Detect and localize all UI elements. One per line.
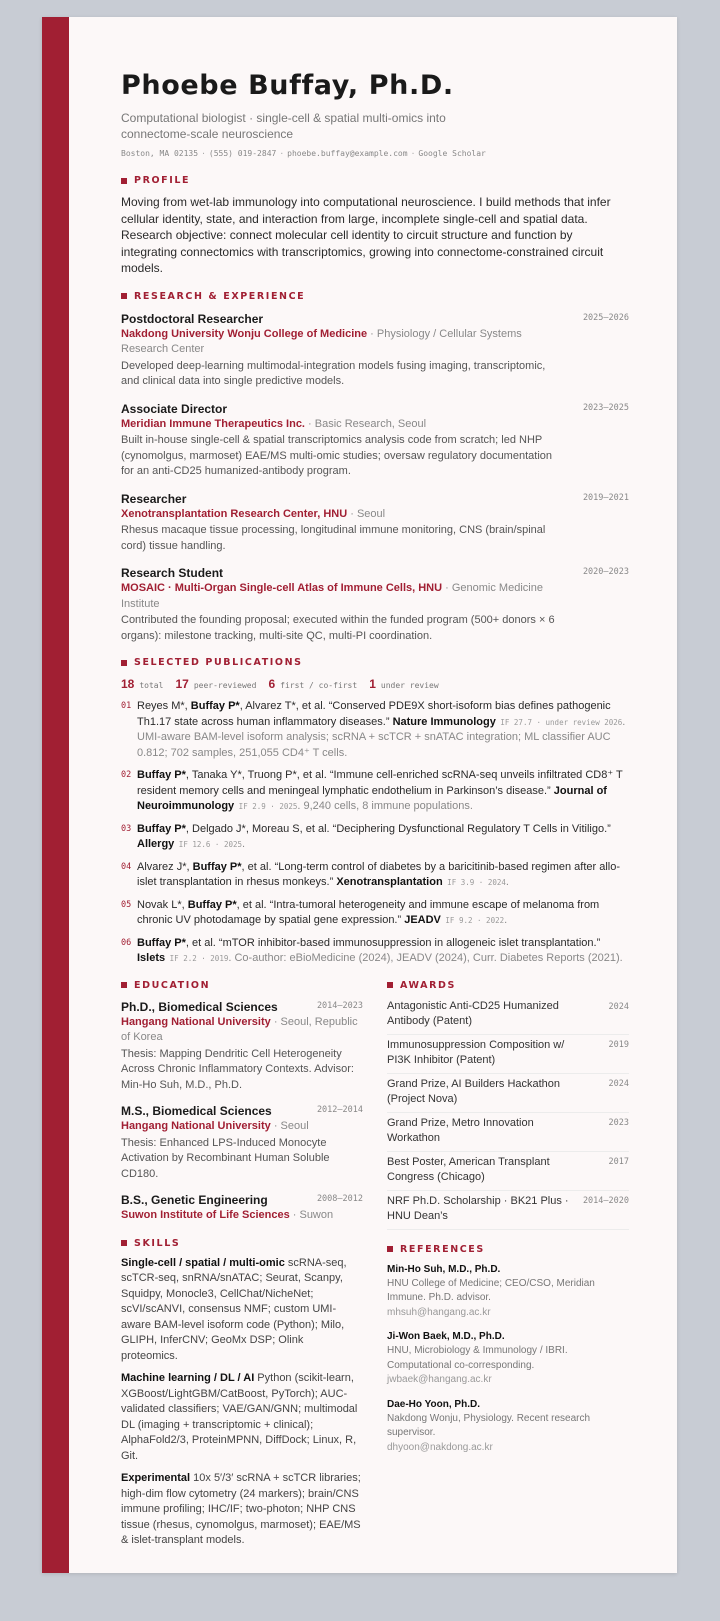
stat-count: 1 xyxy=(369,677,376,691)
section-square-icon xyxy=(121,293,127,299)
publication-item xyxy=(121,898,629,929)
reference-item xyxy=(387,1398,629,1456)
job-organization xyxy=(121,581,566,612)
award-year: 2024 xyxy=(608,1001,629,1012)
reference-item xyxy=(387,1330,629,1388)
pub-authors-before: Alvarez J*, xyxy=(137,860,193,873)
contact-scholar-link[interactable]: Google Scholar xyxy=(418,149,486,158)
job-description: Rhesus macaque tissue processing, longitudinal immune monitoring, CNS (brain/spinal cord) tissue handling. xyxy=(121,524,546,552)
degree-title: Ph.D., Biomedical Sciences xyxy=(121,999,278,1014)
section-header-awards: AWARDS xyxy=(387,980,629,991)
skill-group xyxy=(121,1471,363,1549)
reference-affiliation: HNU, Microbiology & Immunology / IBRI. Computational co-corresponding. xyxy=(387,1345,568,1371)
pub-impact-factor: IF 2.9 · 2025 xyxy=(234,802,298,811)
pub-authors-before: Reyes M*, xyxy=(137,700,191,712)
publication-citation xyxy=(137,936,629,967)
skill-category: Experimental xyxy=(121,1472,191,1484)
organization-name: Xenotransplantation Research Center, HNU xyxy=(121,507,348,520)
publication-item xyxy=(121,822,629,853)
experience-list xyxy=(121,311,629,645)
contact-email[interactable]: phoebe.buffay@example.com xyxy=(287,149,408,158)
award-year: 2017 xyxy=(608,1156,629,1167)
pub-impact-factor: IF 3.9 · 2024 xyxy=(442,878,506,887)
publication-number: 03 xyxy=(121,823,132,834)
award-item xyxy=(387,1191,629,1230)
resume-page xyxy=(42,17,677,1573)
pub-journal: JEADV xyxy=(404,914,441,926)
publication-citation xyxy=(137,860,629,891)
pub-notes: . xyxy=(504,914,508,926)
pub-title: , Tanaka Y*, Truong P*, et al. “Immune cell-enriched scRNA-seq unveils infiltrated CD8⁺ T resident memory cells and meningeal lymphatic endothelium in Parkinson’s disease.” xyxy=(137,769,623,797)
award-item xyxy=(387,1074,629,1113)
institution-name: Hangang National University xyxy=(121,1120,271,1132)
stat-count: 17 xyxy=(175,677,189,691)
resume-content xyxy=(121,69,629,1549)
pub-notes: . 9,240 cells, 8 immune populations. xyxy=(297,800,473,812)
reference-name: Min-Ho Suh, M.D., Ph.D. xyxy=(387,1263,501,1275)
award-item xyxy=(387,1152,629,1191)
publication-list xyxy=(121,699,629,967)
contact-location: Boston, MA 02135 xyxy=(121,149,199,158)
degree-title: M.S., Biomedical Sciences xyxy=(121,1104,272,1118)
publication-number: 04 xyxy=(121,861,132,872)
education-item xyxy=(121,1103,363,1182)
pub-impact-factor: IF 27.7 · under review 2026 xyxy=(495,717,623,727)
section-header-skills: SKILLS xyxy=(121,1238,363,1249)
award-name: Immunosuppression Composition w/ PI3K Inhibitor (Patent) xyxy=(387,1038,565,1066)
degree-institution xyxy=(121,1208,363,1224)
institution-name: Suwon Institute of Life Sciences xyxy=(121,1209,290,1221)
degree-thesis: Thesis: Enhanced LPS-Induced Monocyte Activation by Recombinant Human Soluble CD180. xyxy=(121,1136,330,1180)
organization-name: MOSAIC · Multi-Organ Single-cell Atlas of Immune Cells, HNU xyxy=(121,582,443,594)
publication-citation xyxy=(137,898,629,929)
accent-sidebar-bar xyxy=(42,17,69,1573)
pub-self-author: Buffay P* xyxy=(192,860,242,873)
reference-affiliation: HNU College of Medicine; CEO/CSO, Meridian Immune. Ph.D. advisor. xyxy=(387,1277,595,1303)
education-item xyxy=(121,1192,363,1224)
award-year: 2014–2020 xyxy=(582,1195,629,1206)
experience-item xyxy=(121,401,629,480)
stat-count: 6 xyxy=(268,677,276,691)
contact-line: Boston, MA 02135 · (555) 019-2847 · phoebe.buffay@example.com · Google Scholar xyxy=(121,149,486,158)
skill-group xyxy=(121,1256,363,1365)
tagline: Computational biologist · single-cell & spatial multi-omics into connectome-scale neuroscience xyxy=(121,111,446,141)
award-year: 2023 xyxy=(608,1117,629,1128)
stat-label: peer-reviewed xyxy=(193,681,257,690)
pub-journal: Journal of Neuroimmunology xyxy=(137,784,607,812)
pub-self-author: Buffay P* xyxy=(190,700,240,712)
section-square-icon xyxy=(387,982,393,988)
stat-label: first / co-first xyxy=(280,681,358,690)
candidate-name: Phoebe Buffay, Ph.D. xyxy=(121,70,454,101)
pub-self-author: Buffay P* xyxy=(187,898,237,911)
award-name: Grand Prize, AI Builders Hackathon (Project Nova) xyxy=(387,1077,561,1105)
job-title: Postdoctoral Researcher xyxy=(121,311,264,326)
section-square-icon xyxy=(121,1240,127,1246)
experience-item xyxy=(121,311,629,390)
pub-authors-before: Novak L*, xyxy=(137,898,188,911)
two-column-area xyxy=(121,974,629,1549)
section-header-references: REFERENCES xyxy=(387,1244,629,1255)
award-name: Antagonistic Anti-CD25 Humanized Antibody (Patent) xyxy=(387,999,559,1027)
pub-self-author: Buffay P* xyxy=(137,822,186,835)
publication-number: 05 xyxy=(121,899,132,910)
job-years: 2025–2026 xyxy=(582,312,629,323)
publication-item xyxy=(121,768,629,815)
pub-self-author: Buffay P* xyxy=(137,936,186,949)
job-years: 2019–2021 xyxy=(582,492,629,503)
job-title: Research Student xyxy=(121,566,224,580)
job-organization xyxy=(121,327,566,358)
pub-notes: . xyxy=(505,876,509,888)
organization-name: Nakdong University Wonju College of Medicine xyxy=(121,327,368,340)
pub-impact-factor: IF 12.6 · 2025 xyxy=(174,840,243,849)
institution-detail: · Seoul, Republic of Korea xyxy=(121,1015,358,1043)
pub-title: , Delgado J*, Moreau S, et al. “Deciphering Dysfunctional Regulatory T Cells in Vitiligo.” xyxy=(185,822,611,835)
degree-years: 2014–2023 xyxy=(316,1000,363,1011)
degree-institution xyxy=(121,1119,363,1135)
degree-institution xyxy=(121,1015,363,1046)
section-square-icon xyxy=(121,982,127,988)
publication-item xyxy=(121,699,629,761)
profile-text: Moving from wet-lab immunology into computational neuroscience. I build methods that infer cellular identity, state, and interaction from large, incomplete single-cell and spatial data. Research objective: connect molecular cell identity to circuit structure and function by integrating connectomics with transcriptomics, growing into connectome-constrained circuit models. xyxy=(121,195,611,275)
degree-years: 2012–2014 xyxy=(316,1105,363,1115)
publication-item xyxy=(121,936,629,967)
section-header-experience: RESEARCH & EXPERIENCE xyxy=(121,291,629,302)
stat-count: 18 xyxy=(121,677,135,691)
contact-phone: (555) 019-2847 xyxy=(208,149,277,158)
publication-number: 02 xyxy=(121,770,132,780)
pub-impact-factor: IF 2.2 · 2019 xyxy=(165,954,229,963)
pub-notes: . Co-author: eBioMedicine (2024), JEADV (2024), Curr. Diabetes Reports (2021). xyxy=(228,952,623,964)
reference-email[interactable]: jwbaek@hangang.ac.kr xyxy=(387,1374,492,1385)
organization-detail: · Seoul xyxy=(347,507,386,520)
award-name: NRF Ph.D. Scholarship · BK21 Plus · HNU Dean’s xyxy=(387,1194,569,1222)
pub-journal: Nature Immunology xyxy=(392,715,496,728)
degree-thesis: Thesis: Mapping Dendritic Cell Heterogeneity Across Chronic Inflammatory Contexts. Advisor: Min-Ho Suh, M.D., Ph.D. xyxy=(121,1047,354,1091)
section-square-icon xyxy=(121,660,127,666)
job-years: 2020–2023 xyxy=(582,567,629,577)
section-square-icon xyxy=(121,178,127,184)
pub-notes: . xyxy=(242,838,246,850)
pub-journal: Xenotransplantation xyxy=(336,876,443,888)
publication-item xyxy=(121,860,629,891)
job-organization xyxy=(121,417,566,433)
pub-notes: . UMI-aware BAM-level isoform analysis; scRNA + scTCR + snATAC integration; ML classifier AUC 0.812; 702 samples, 251,055 CD4⁺ T cells. xyxy=(137,715,626,759)
pub-title: , et al. “mTOR inhibitor-based immunosuppression in allogeneic islet transplantation.” xyxy=(185,936,601,949)
job-description: Contributed the founding proposal; executed within the funded program (500+ donors × 6 organs): milestone tracking, multi-site QC, multi-PI coordination. xyxy=(121,614,555,642)
skill-details: 10x 5′/3′ scRNA + scTCR libraries; high-dim flow cytometry (24 markers); brain/CNS immune profiling; IHC/IF; two-photon; NHP CNS tissue (rhesus, cynomolgus, marmoset); EAE/MS & islet-transplant models. xyxy=(121,1472,361,1546)
references-list xyxy=(387,1263,629,1456)
publication-citation xyxy=(137,768,629,815)
job-years: 2023–2025 xyxy=(582,402,629,413)
organization-name: Meridian Immune Therapeutics Inc. xyxy=(121,417,305,430)
award-item xyxy=(387,999,629,1035)
section-header-publications: SELECTED PUBLICATIONS xyxy=(121,657,629,668)
section-header-education: EDUCATION xyxy=(121,980,363,991)
reference-email[interactable]: dhyoon@nakdong.ac.kr xyxy=(387,1441,493,1453)
award-item xyxy=(387,1113,629,1152)
degree-years: 2008–2012 xyxy=(316,1194,363,1204)
experience-item xyxy=(121,565,629,644)
award-name: Grand Prize, Metro Innovation Workathon xyxy=(387,1116,534,1144)
job-title: Associate Director xyxy=(121,401,228,416)
publication-number: 06 xyxy=(121,937,132,948)
job-description: Built in-house single-cell & spatial transcriptomics analysis code from scratch; led NHP (cynomolgus, marmoset) EAE/MS multi-omic studies; oversaw regulatory documentation for an anti-CD25 humanized-antibody program. xyxy=(121,434,552,477)
publication-citation xyxy=(137,822,629,853)
reference-affiliation: Nakdong Wonju, Physiology. Recent research supervisor. xyxy=(387,1412,591,1438)
pub-title: , Alvarez T*, et al. “Conserved PDE9X short-isoform bias defines pathogenic Th1.17 state across human inflammatory diseases.” xyxy=(137,700,611,728)
awards-list xyxy=(387,999,629,1230)
section-square-icon xyxy=(387,1246,393,1252)
skill-details: Python (scikit-learn, XGBoost/LightGBM/CatBoost, PyTorch); AUC-validated classifiers; VAE/GAN/GNN; multimodal DL (imaging + transcriptomic + clinical); AlphaFold2/3, ProteinMPNN, DiffDock; Linux, R, Git. xyxy=(121,1372,358,1462)
stat-label: total xyxy=(139,681,164,690)
skills-list xyxy=(121,1256,363,1549)
institution-detail: · Seoul xyxy=(270,1120,309,1132)
left-column xyxy=(121,974,363,1549)
job-title: Researcher xyxy=(121,491,187,506)
skill-details: scRNA-seq, scTCR-seq, snRNA/snATAC; Seurat, Scanpy, Squidpy, Monocle3, CellChat/NicheNet; scVI/scANVI, consensus NMF; custom UMI-aware BAM-level isoform code (Python); Milo, GLIPH, InferCNV; GeoMx DSP; Olink proteomics. xyxy=(121,1256,347,1362)
organization-detail: · Genomic Medicine Institute xyxy=(121,582,543,610)
publication-number: 01 xyxy=(121,701,132,711)
publication-citation xyxy=(137,699,629,761)
reference-name: Ji-Won Baek, M.D., Ph.D. xyxy=(387,1331,505,1342)
reference-email[interactable]: mhsuh@hangang.ac.kr xyxy=(387,1306,491,1318)
organization-detail: · Basic Research, Seoul xyxy=(305,417,427,430)
pub-self-author: Buffay P* xyxy=(137,769,186,781)
pub-journal: Islets xyxy=(137,952,166,964)
award-item xyxy=(387,1035,629,1074)
award-name: Best Poster, American Transplant Congress (Chicago) xyxy=(387,1155,550,1183)
stat-label: under review xyxy=(380,681,439,690)
pub-title: , et al. “Intra-tumoral heterogeneity and immune escape of melanoma from chronic UV photodamage by spatial gene expression.” xyxy=(137,898,600,926)
institution-name: Hangang National University xyxy=(121,1015,271,1028)
pub-journal: Allergy xyxy=(137,838,175,850)
experience-item xyxy=(121,491,629,555)
education-item xyxy=(121,999,363,1094)
pub-impact-factor: IF 9.2 · 2022 xyxy=(440,916,505,925)
skill-group xyxy=(121,1371,363,1464)
job-organization xyxy=(121,507,566,523)
job-description: Developed deep-learning multimodal-integration models fusing imaging, transcriptomic, and clinical data into single predictive models. xyxy=(121,359,546,387)
skill-category: Single-cell / spatial / multi-omic xyxy=(121,1256,285,1269)
institution-detail: · Suwon xyxy=(289,1209,334,1221)
section-header-profile: PROFILE xyxy=(121,175,629,186)
organization-detail: · Physiology / Cellular Systems Research Center xyxy=(121,327,522,355)
reference-item xyxy=(387,1263,629,1321)
education-list xyxy=(121,999,363,1224)
degree-title: B.S., Genetic Engineering xyxy=(121,1193,268,1207)
award-year: 2024 xyxy=(608,1078,629,1089)
publication-stats xyxy=(121,677,629,691)
skill-category: Machine learning / DL / AI xyxy=(121,1372,255,1384)
pub-title: , et al. “Long-term control of diabetes by a baricitinib-based regimen after allo-islet transplantation in rhesus monkeys.” xyxy=(137,860,621,888)
award-year: 2019 xyxy=(608,1039,629,1050)
right-column xyxy=(387,974,629,1549)
reference-name: Dae-Ho Yoon, Ph.D. xyxy=(387,1398,480,1410)
